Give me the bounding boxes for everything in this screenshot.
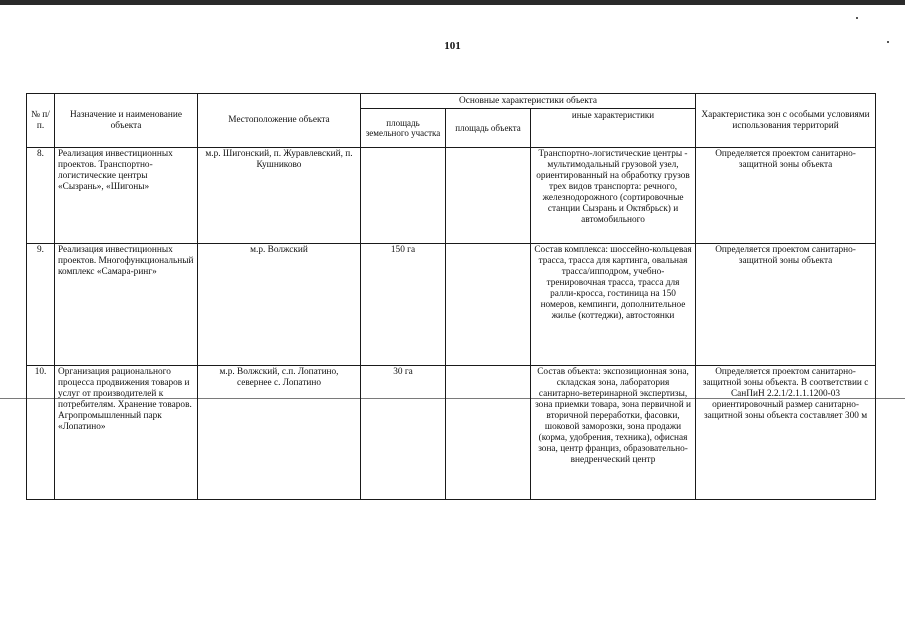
table-row: [27, 366, 876, 500]
cell-name: Реализация инвестиционных проектов. Многофункциональный комплекс «Самара-ринг»: [55, 244, 198, 366]
header-num: № п/п.: [27, 94, 55, 148]
scan-top-border: [0, 0, 905, 5]
table-row: [27, 148, 876, 244]
cell-location: м.р. Волжский, с.п. Лопатино, севернее с. Лопатино: [198, 366, 361, 500]
header-other: иные характеристики: [531, 109, 696, 148]
header-name: Назначение и наименование объекта: [55, 94, 198, 148]
table-row: [27, 244, 876, 366]
cell-land-area: [361, 148, 446, 244]
cell-object-area: [446, 244, 531, 366]
cell-num: 9.: [27, 244, 55, 366]
scan-speck: [856, 17, 858, 19]
objects-table: [26, 93, 876, 500]
cell-other: Состав комплекса: шоссейно-кольцевая трасса, трасса для картинга, овальная трасса/ипподром, учебно-тренировочная трасса, трасса для ралли-кросса, гостиница на 150 номеров, кемпинги, дополнительное жилье (коттеджи), автостоянки: [531, 244, 696, 366]
header-location: Местоположение объекта: [198, 94, 361, 148]
page-number: 101: [444, 40, 461, 52]
cell-num: 8.: [27, 148, 55, 244]
cell-other: Транспортно-логистические центры - мультимодальный грузовой узел, ориентированный на обработку грузов трех видов транспорта: речного, железнодорожного (сортировочные станции Сызрань и Октябрьск) и автомобильного: [531, 148, 696, 244]
cell-zones: Определяется проектом санитарно-защитной зоны объекта: [696, 148, 876, 244]
cell-land-area: 30 га: [361, 366, 446, 500]
cell-num: 10.: [27, 366, 55, 500]
cell-object-area: [446, 366, 531, 500]
cell-location: м.р. Волжский: [198, 244, 361, 366]
cell-location: м.р. Шигонский, п. Журавлевский, п. Кушниково: [198, 148, 361, 244]
cell-object-area: [446, 148, 531, 244]
cell-name: Реализация инвестиционных проектов. Транспортно-логистические центры «Сызрань», «Шигоны»: [55, 148, 198, 244]
cell-name: Организация рационального процесса продвижения товаров и услуг от производителей к потребителям. Хранение товаров. Агропромышленный парк «Лопатино»: [55, 366, 198, 500]
cell-other: Состав объекта: экспозиционная зона, складская зона, лаборатория санитарно-ветеринарной экспертизы, зона приемки товара, зона первичной и вторичной переработки, фасовки, шоковой заморозки, зона продажи (корма, удобрения, техника), офисная зона, центр франциз, образовательно-внедренческий центр: [531, 366, 696, 500]
cell-zones: Определяется проектом санитарно-защитной зоны объекта. В соответствии с СанПиН 2.2.1/2.1.1.1200-03 ориентировочный размер санитарно-защитной зоны объекта составляет 300 м: [696, 366, 876, 500]
header-object-area: площадь объекта: [446, 109, 531, 148]
header-land-area: площадь земельного участка: [361, 109, 446, 148]
cell-zones: Определяется проектом санитарно-защитной зоны объекта: [696, 244, 876, 366]
header-zones: Характеристика зон с особыми условиями использования территорий: [696, 94, 876, 148]
header-main-characteristics: Основные характеристики объекта: [361, 94, 696, 109]
cell-land-area: 150 га: [361, 244, 446, 366]
